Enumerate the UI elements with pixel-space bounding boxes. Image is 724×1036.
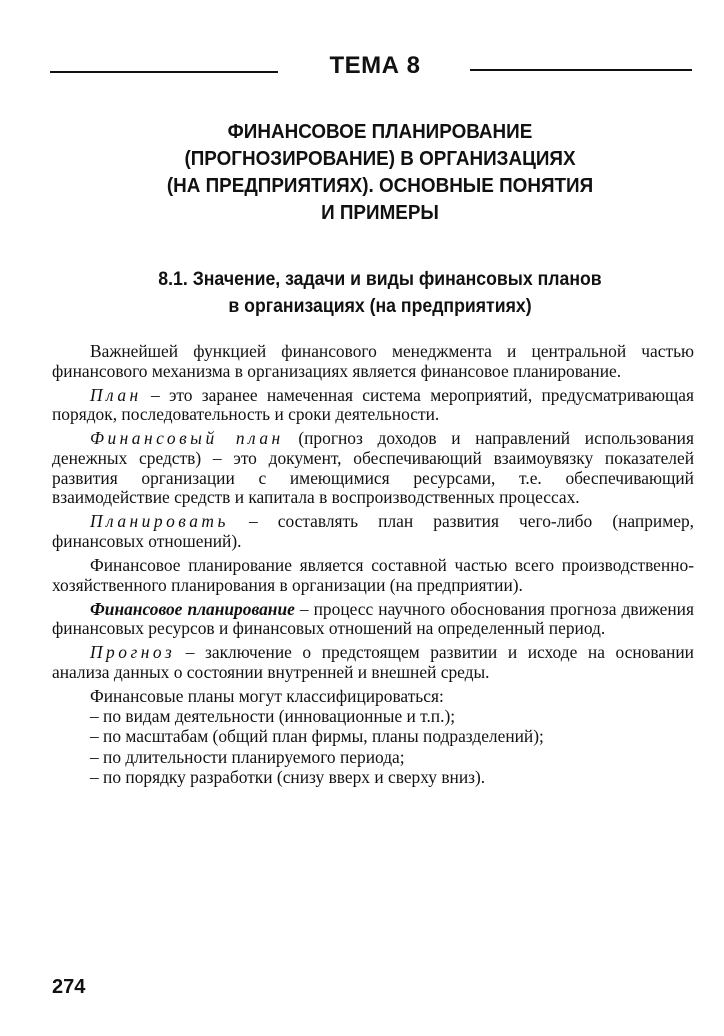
term-to-plan: Планировать — [90, 511, 229, 532]
definition-text: – составлять план развития чего-либо (например, финансовых отношений). — [52, 511, 694, 551]
paragraph-to-plan-definition — [52, 512, 694, 551]
list-item: – по масштабам (общий план фирмы, планы подразделений); — [90, 726, 544, 747]
term-financial-planning: Финансовое планирование — [90, 598, 295, 619]
term-financial-plan: Финансовый план — [90, 428, 284, 449]
chapter-title-line: ФИНАНСОВОЕ ПЛАНИРОВАНИЕ — [227, 120, 533, 143]
chapter-title-line: И ПРИМЕРЫ — [321, 201, 439, 224]
paragraph-financial-planning-role: Важнейшей функцией финансового менеджмента и центральной частью финансового механизма в организациях является финансовое планирование. — [52, 341, 694, 381]
paragraph-financial-planning-definition — [52, 600, 694, 639]
definition-text: – заключение о предстоящем развитии и исходе на основании анализа данных о состоянии внутренней и внешней среды. — [52, 642, 694, 682]
classification-intro: Финансовые планы могут классифицироваться: — [90, 686, 444, 706]
definition-text: (прогноз доходов и направлений использования денежных средств) – это документ, обеспечивающий взаимоувязку показателей развития организации с имеющимися ресурсами, т.е. обеспечивающий взаимодействие средств и капитала в воспроизводственных процессах. — [52, 428, 694, 508]
classification-list — [52, 707, 694, 788]
chapter-title-line: (ПРОГНОЗИРОВАНИЕ) В ОРГАНИЗАЦИЯХ — [184, 147, 576, 170]
section-title — [120, 266, 641, 320]
definition-text: – это заранее намеченная система мероприятий, предусматривающая порядок, последовательность и сроки деятельности. — [52, 384, 694, 425]
list-item: – по видам деятельности (инновационные и т.п.); — [90, 705, 456, 726]
term-forecast: Прогноз — [90, 642, 176, 663]
chapter-title-line: (НА ПРЕДПРИЯТИЯХ). ОСНОВНЫЕ ПОНЯТИЯ — [166, 174, 594, 197]
list-item: – по порядку разработки (снизу вверх и сверху вниз). — [90, 767, 486, 788]
list-item: – по длительности планируемого периода; — [90, 746, 405, 767]
definition-text: – процесс научного обоснования прогноза движения финансовых ресурсов и финансовых отношений на определенный период. — [52, 598, 694, 639]
header-rule-left — [50, 71, 278, 73]
paragraph-financial-plan-definition — [52, 429, 694, 507]
body-text — [52, 342, 694, 789]
term-plan: План — [90, 384, 142, 405]
paragraph-planning-part: Финансовое планирование является составной частью всего производственно-хозяйственного планирования в организации (на предприятии). — [52, 554, 694, 595]
chapter-title — [122, 118, 637, 226]
section-title-line: в организациях (на предприятиях) — [228, 296, 532, 317]
paragraph-forecast-definition — [52, 643, 694, 682]
theme-label: ТЕМА 8 — [329, 52, 421, 79]
section-title-line: 8.1. Значение, задачи и виды финансовых планов — [158, 269, 602, 290]
theme-header — [50, 52, 700, 88]
page-number: 274 — [52, 976, 86, 998]
paragraph-plan-definition — [52, 386, 694, 425]
header-rule-right — [470, 69, 692, 71]
